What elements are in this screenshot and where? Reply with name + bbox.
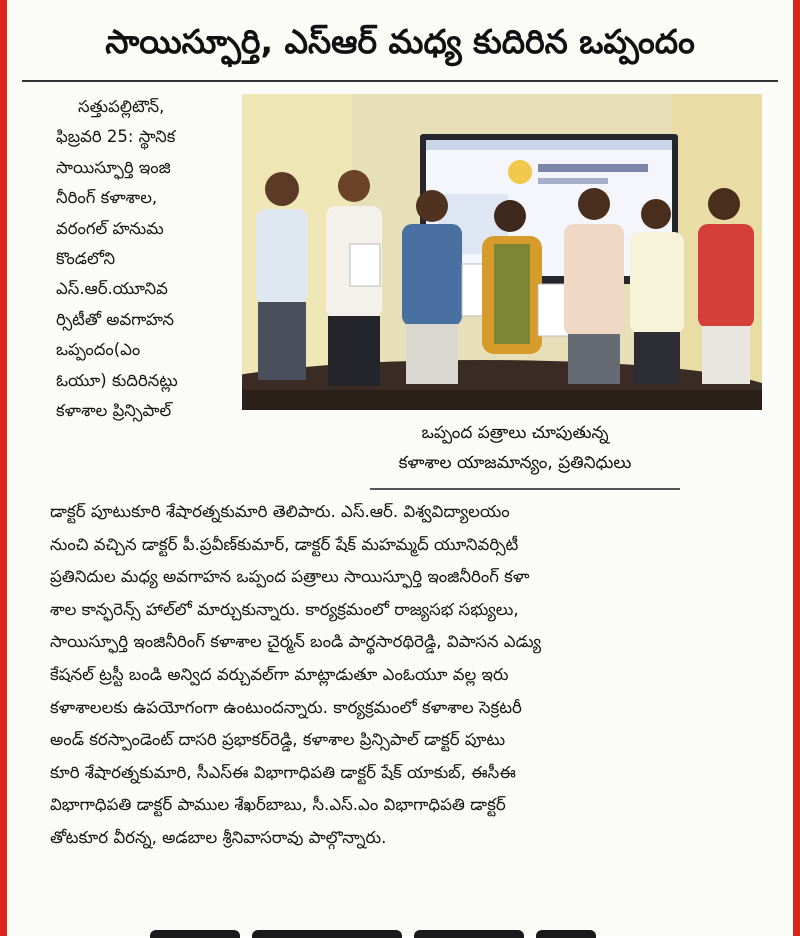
body-line: సాయిస్ఫూర్తి ఇంజినీరింగ్ కళాశాల చైర్మన్ బండి పార్థసారథిరెడ్డి, విపాసన ఎడ్యు: [50, 632, 542, 652]
mou-exchange-photo: [242, 94, 762, 410]
body-line: నుంచి వచ్చిన డాక్టర్ పీ.ప్రవీణ్‌కుమార్, డాక్టర్ షేక్ మహమ్మద్ యూనివర్సిటీ: [50, 534, 519, 554]
lead-line: సత్తుపల్లిటౌన్,: [78, 97, 165, 116]
headline-divider: [22, 80, 778, 82]
caption-line: ఒప్పంద పత్రాలు చూపుతున్న: [421, 423, 609, 443]
lead-line: ఒప్పందం(ఎం: [56, 340, 141, 360]
body-line: విభాగాధిపతి డాక్టర్ పాముల శేఖర్‌బాబు, సీ.ఎస్.ఎం విభాగాధిపతి డాక్టర్: [50, 795, 506, 815]
body-line: కూరి శేషారత్నకుమారి, సీఎస్ఈ విభాగాధిపతి డాక్టర్ షేక్ యాకుబ్, ఈసీఈ: [50, 762, 516, 782]
lead-line: కళాశాల ప్రిన్సిపాల్: [56, 401, 172, 421]
lead-line: నీరింగ్ కళాశాల,: [56, 188, 158, 208]
lead-line: ఎస్.ఆర్.యూనివ: [56, 279, 168, 299]
article-body: [50, 496, 758, 855]
photo-caption: [300, 418, 730, 478]
body-line: డాక్టర్ పూటుకూరి శేషారత్నకుమారి తెలిపారు. ఎస్.ఆర్. విశ్వవిద్యాలయం: [50, 502, 510, 521]
body-line: అండ్ కరస్పాండెంట్ దాసరి ప్రభాకర్‌రెడ్డి, కళాశాల ప్రిన్సిపాల్ డాక్టర్ పూటు: [50, 730, 506, 750]
body-line: తోటకూర వీరన్న, అడబాల శ్రీనివాసరావు పాల్గొన్నారు.: [50, 827, 387, 847]
body-line: కళాశాలలకు ఉపయోగంగా ఉంటుందన్నారు. కార్యక్రమంలో కళాశాల సెక్రటరీ: [50, 697, 522, 717]
body-line: శాల కాన్ఫరెన్స్ హాల్‌లో మార్చుకున్నారు. కార్యక్రమంలో రాజ్యసభ సభ్యులు,: [50, 599, 519, 619]
body-line: కేషనల్ ట్రస్టీ బండి అన్విద వర్చువల్‌గా మాట్లాడుతూ ఎంఓయూ వల్ల ఇరు: [50, 664, 509, 684]
lead-line: సాయిస్ఫూర్తి ఇంజి: [56, 157, 171, 177]
news-photo: [242, 94, 762, 410]
caption-underline: [370, 488, 680, 490]
clipping-border-right: [793, 0, 800, 936]
lead-line: కొండలోని: [56, 249, 116, 269]
clipping-border-left: [0, 0, 7, 936]
headline: సాయిస్ఫూర్తి, ఎస్ఆర్ మధ్య కుదిరిన ఒప్పందం: [105, 22, 695, 61]
lead-line: ఓయూ) కుదిరినట్లు: [56, 370, 178, 390]
lead-column: [56, 92, 242, 482]
lead-line: వరంగల్ హనుమ: [56, 218, 164, 238]
body-line: ప్రతినిదుల మధ్య అవగాహన ఒప్పంద పత్రాలు సాయిస్ఫూర్తి ఇంజినీరింగ్ కళా: [50, 567, 530, 587]
lead-line: ఫిబ్రవరి 25: స్థానిక: [56, 127, 176, 147]
lead-line: ర్సిటీతో అవగాహన: [56, 309, 174, 329]
caption-line: కళాశాల యాజమాన్యం, ప్రతినిధులు: [398, 453, 632, 473]
